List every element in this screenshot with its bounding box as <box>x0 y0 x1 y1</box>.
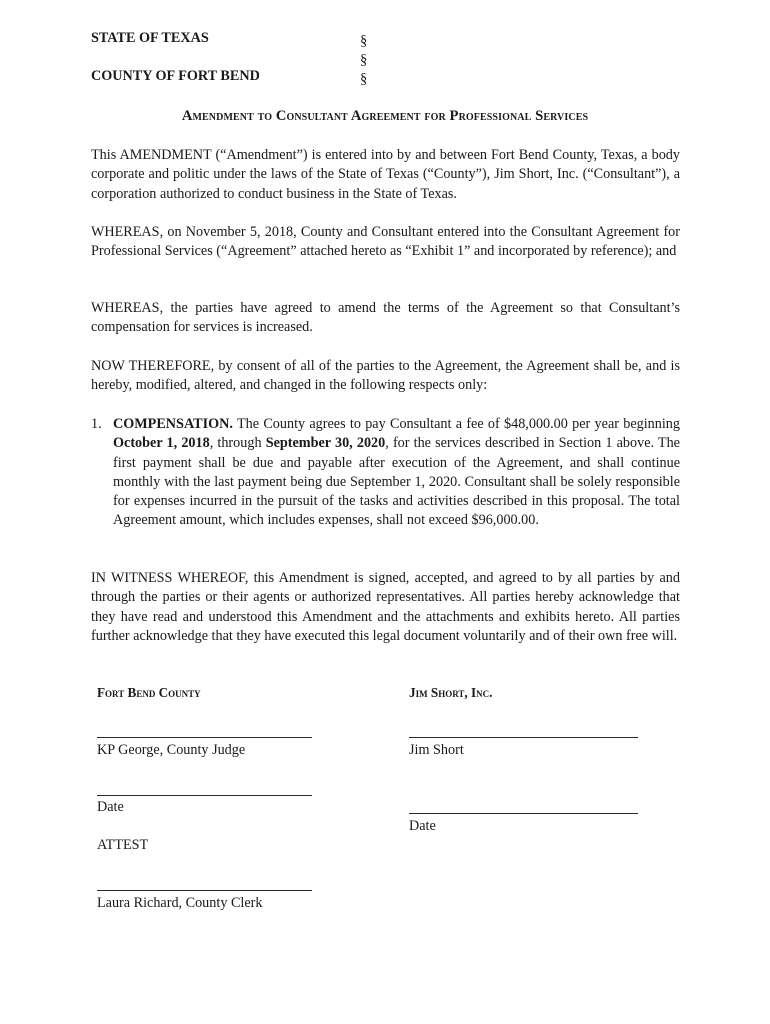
right-party-name: Jim Short, Inc. <box>409 685 493 700</box>
section-mark: § <box>360 33 368 49</box>
section-mark: § <box>360 52 368 68</box>
clause-text: , through <box>209 435 266 452</box>
county-caption: COUNTY OF FORT BEND <box>91 68 260 84</box>
right-date-label: Date <box>409 818 436 834</box>
left-signer-name: KP George, County Judge <box>97 742 246 758</box>
whereas-paragraph-1: WHEREAS, on November 5, 2018, County and Consultant entered into the Consultant Agreement for Professional Services (“Agreement” attached hereto as “Exhibit 1” and incorporated by reference); and <box>91 224 680 260</box>
attest-signer-name: Laura Richard, County Clerk <box>97 895 263 911</box>
witness-paragraph: IN WITNESS WHEREOF, this Amendment is signed, accepted, and agreed to by all parties by and through the parties or their agents or authorized representatives. All parties hereby acknowledge that they have read and understood this Amendment and the attachments and exhibits hereto. All parties further acknowledge that they have executed this legal document voluntarily and of their own free will. <box>91 570 680 644</box>
attest-signature-line <box>97 890 312 891</box>
clause-text: , for the services described in Section 1 above. The first payment shall be due and payable after execution of the Agreement, and shall continue monthly with the last payment being due September 1, 2020. Consultant shall be solely responsible for expenses incurred in the pursuit of the tasks and activities described in this proposal. The total Agreement amount, which includes expenses, shall not exceed $96,000.00. <box>113 435 680 529</box>
now-therefore-paragraph: NOW THEREFORE, by consent of all of the parties to the Agreement, the Agreement shall be, and is hereby, modified, altered, and changed in the following respects only: <box>91 358 680 394</box>
whereas-paragraph-2: WHEREAS, the parties have agreed to amend the terms of the Agreement so that Consultant’s compensation for services is increased. <box>91 300 680 336</box>
section-mark: § <box>360 71 368 87</box>
clause-number: 1. <box>91 416 102 432</box>
start-date: October 1, 2018 <box>113 435 210 452</box>
attest-label: ATTEST <box>97 837 149 853</box>
date-line <box>409 813 638 814</box>
state-caption: STATE OF TEXAS <box>91 30 209 46</box>
left-date-label: Date <box>97 799 124 815</box>
right-signer-name: Jim Short <box>409 742 464 758</box>
clause-text: The County agrees to pay Consultant a fee of $48,000.00 per year beginning <box>232 416 680 432</box>
signature-line <box>97 737 312 738</box>
left-party-name: Fort Bend County <box>97 685 201 700</box>
signature-line <box>409 737 638 738</box>
compensation-clause <box>91 415 680 550</box>
end-date: September 30, 2020 <box>265 435 386 452</box>
clause-body <box>113 415 680 531</box>
intro-paragraph: This AMENDMENT (“Amendment”) is entered into by and between Fort Bend County, Texas, a body corporate and politic under the laws of the State of Texas (“County”), Jim Short, Inc. (“Consultant”), a corporation authorized to conduct business in the State of Texas. <box>91 147 680 202</box>
clause-heading: COMPENSATION. <box>113 416 233 432</box>
date-line <box>97 795 312 796</box>
document-title: Amendment to Consultant Agreement for Professional Services <box>181 108 589 124</box>
